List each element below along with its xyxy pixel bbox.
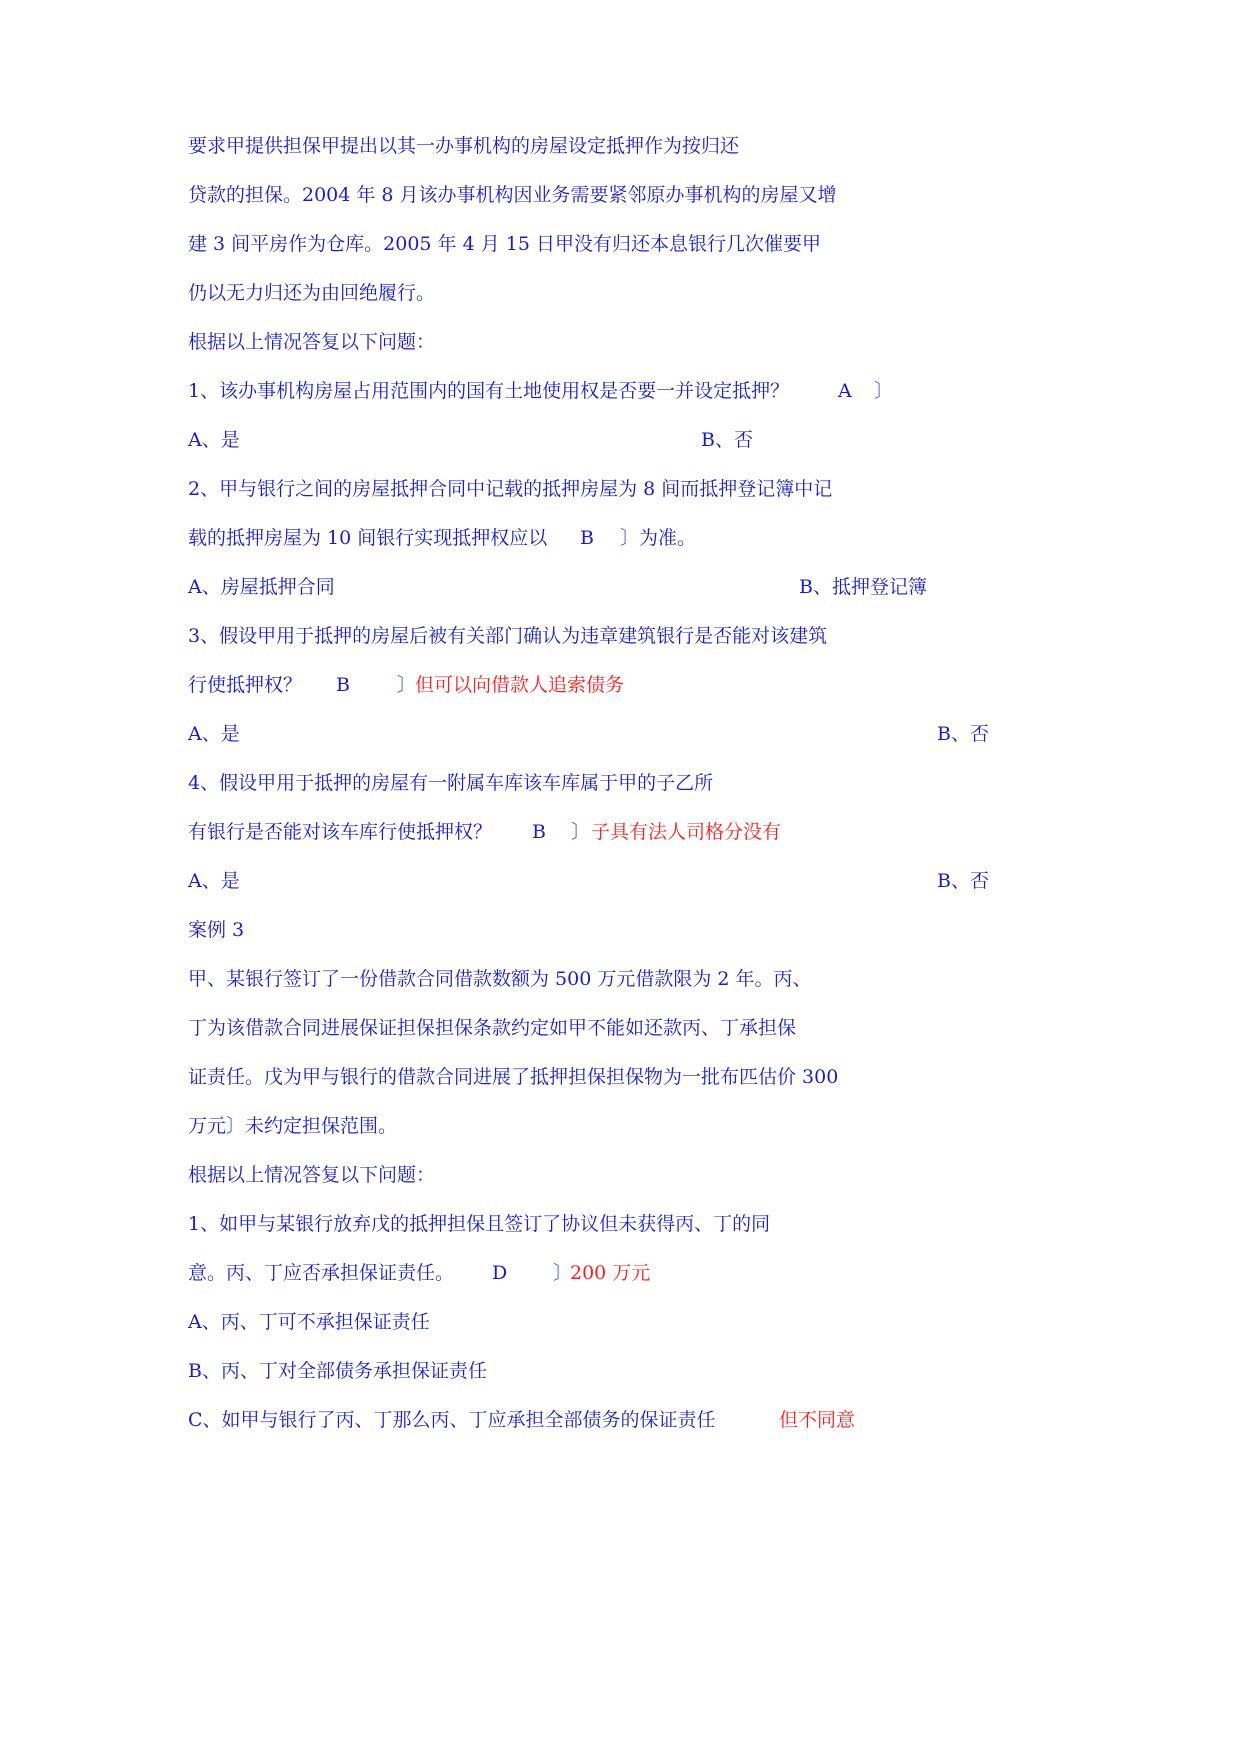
question-1-option-b: B、否 [701, 429, 753, 451]
question-2-answer: B [580, 527, 594, 549]
case3-question-1-answer: D [492, 1262, 508, 1284]
case-title: 案例 3 [188, 919, 245, 941]
paragraph-line: 仍以无力归还为由回绝履行。 [188, 282, 436, 304]
question-1-close: 〕 [874, 380, 894, 402]
question-4-close: 〕 [571, 821, 591, 843]
question-4-option-b: B、否 [937, 870, 989, 892]
case3-question-1-close: 〕 [553, 1262, 573, 1284]
case3-question-1-option-c-note: 但不同意 [779, 1409, 856, 1431]
question-3-stem: 行使抵押权？ [188, 674, 303, 696]
case3-question-1-note: 200 万元 [570, 1262, 651, 1284]
question-intro: 根据以上情况答复以下问题： [188, 331, 436, 353]
case3-question-1-stem: 1、如甲与某银行放弃戊的抵押担保且签订了协议但未获得丙、丁的同 [188, 1213, 771, 1235]
paragraph-line: 甲、某银行签订了一份借款合同借款数额为 500 万元借款限为 2 年。丙、 [188, 968, 812, 990]
question-1-option-a: A、是 [188, 429, 240, 451]
question-1-stem: 1、该办事机构房屋占用范围内的国有土地使用权是否要一并设定抵押？ [188, 380, 790, 402]
question-3-answer: B [336, 674, 350, 696]
question-3-close: 〕 [397, 674, 417, 696]
paragraph-line: 丁为该借款合同进展保证担保担保条款约定如甲不能如还款丙、丁承担保 [188, 1017, 797, 1039]
paragraph-line: 贷款的担保。2004 年 8 月该办事机构因业务需要紧邻原办事机构的房屋又增 [188, 184, 837, 206]
question-2-stem: 2、甲与银行之间的房屋抵押合同中记载的抵押房屋为 8 间而抵押登记簿中记 [188, 478, 833, 500]
question-4-answer: B [532, 821, 546, 843]
paragraph-line: 万元〕未约定担保范围。 [188, 1115, 398, 1137]
paragraph-line: 证责任。戊为甲与银行的借款合同进展了抵押担保担保物为一批布匹估价 300 [188, 1066, 839, 1088]
question-2-option-a: A、房屋抵押合同 [188, 576, 335, 598]
paragraph-line: 建 3 间平房作为仓库。2005 年 4 月 15 日甲没有归还本息银行几次催要甲 [188, 233, 821, 255]
question-2-tail: 〕为准。 [620, 527, 697, 549]
question-2-option-b: B、抵押登记簿 [799, 576, 927, 598]
question-intro: 根据以上情况答复以下问题： [188, 1164, 436, 1186]
question-3-option-b: B、否 [937, 723, 989, 745]
question-4-option-a: A、是 [188, 870, 240, 892]
case3-question-1-option-a: A、丙、丁可不承担保证责任 [188, 1311, 430, 1333]
paragraph-line: 要求甲提供担保甲提出以其一办事机构的房屋设定抵押作为按归还 [188, 135, 740, 157]
case3-question-1-option-b: B、丙、丁对全部债务承担保证责任 [188, 1360, 487, 1382]
question-4-note: 子具有法人司格分没有 [591, 821, 782, 843]
question-3-note: 但可以向借款人追索债务 [415, 674, 625, 696]
case3-question-1-option-c: C、如甲与银行了丙、丁那么丙、丁应承担全部债务的保证责任 [188, 1409, 716, 1431]
question-2-stem: 载的抵押房屋为 10 间银行实现抵押权应以 [188, 527, 548, 549]
question-4-stem: 4、假设甲用于抵押的房屋有一附属车库该车库属于甲的子乙所 [188, 772, 714, 794]
case3-question-1-stem: 意。丙、丁应否承担保证责任。 [188, 1262, 455, 1284]
question-3-stem: 3、假设甲用于抵押的房屋后被有关部门确认为违章建筑银行是否能对该建筑 [188, 625, 828, 647]
question-1-answer: A [838, 380, 852, 402]
question-3-option-a: A、是 [188, 723, 240, 745]
question-4-stem: 有银行是否能对该车库行使抵押权？ [188, 821, 493, 843]
